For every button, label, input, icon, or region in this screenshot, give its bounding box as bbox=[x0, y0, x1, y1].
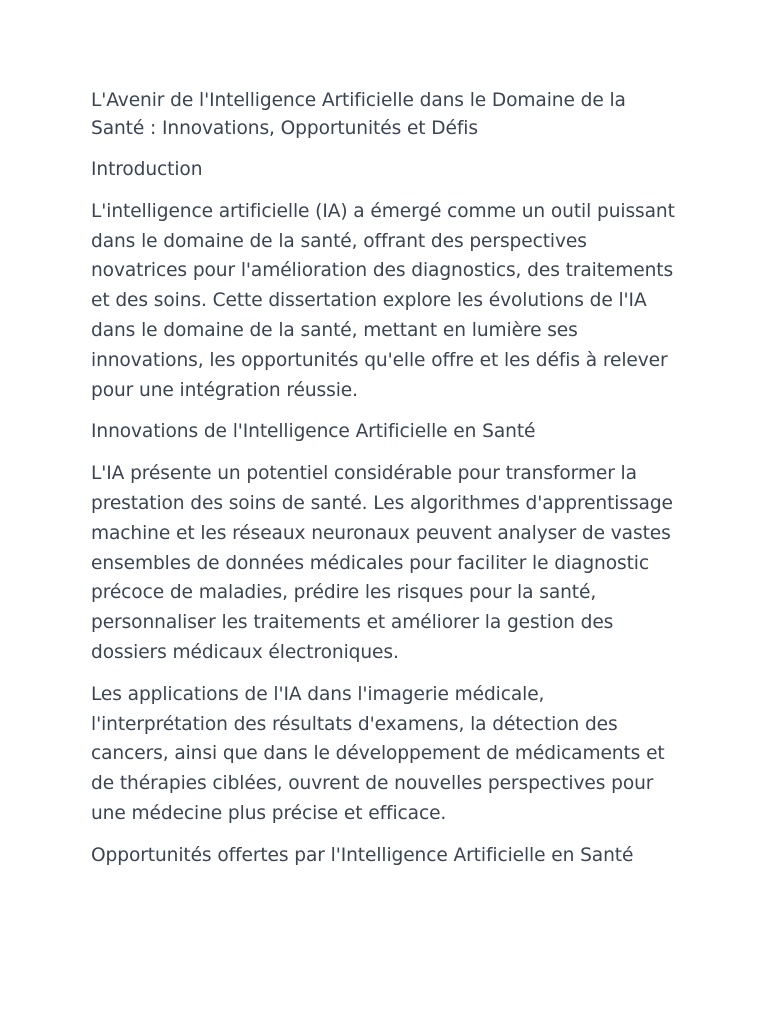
heading-innovations: Innovations de l'Intelligence Artificielle en Santé bbox=[91, 421, 536, 443]
paragraph-innovations-1: L'IA présente un potentiel considérable pour transformer la prestation des soins de santé. Les algorithmes d'apprentissage machine et les réseaux neuronaux peuvent analyser de vastes ensembles de données médicales pour faciliter le diagnostic précoce de maladies, prédire les risques pour la santé, personnaliser les traitements et améliorer la gestion des dossiers médicaux électroniques. bbox=[91, 463, 673, 663]
heading-opportunities: Opportunités offertes par l'Intelligence Artificielle en Santé bbox=[91, 844, 634, 866]
heading-introduction: Introduction bbox=[91, 159, 203, 180]
paragraph-innovations-2: Les applications de l'IA dans l'imagerie médicale, l'interprétation des résultats d'examens, la détection des cancers, ainsi que dans le développement de médicaments et de thérapies ciblées, ouvrent de nouvelles perspectives pour une médecine plus précise et efficace. bbox=[91, 683, 665, 824]
paragraph-introduction: L'intelligence artificielle (IA) a émergé comme un outil puissant dans le domaine de la santé, offrant des perspectives novatrices pour l'amélioration des diagnostics, des traitements et des soins. Cette dissertation explore les évolutions de l'IA dans le domaine de la santé, mettant en lumière ses innovations, les opportunités qu'elle offre et les défis à relever pour une intégration réussie. bbox=[91, 200, 675, 401]
document-body bbox=[91, 87, 681, 883]
document-title: L'Avenir de l'Intelligence Artificielle dans le Domaine de la Santé : Innovations, Opportunités et Défis bbox=[91, 90, 626, 139]
